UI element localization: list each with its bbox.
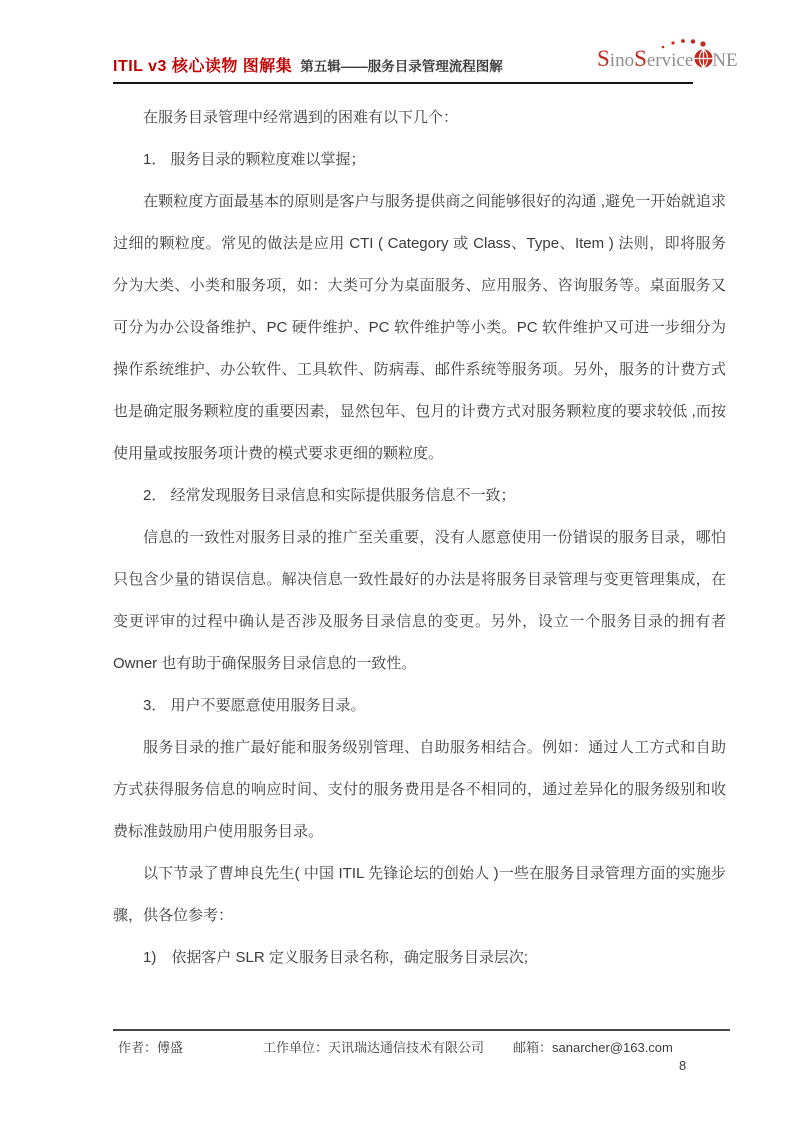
logo-text-ervice: ervice <box>646 50 694 71</box>
body-paragraph-granularity: 在颗粒度方面最基本的原则是客户与服务提供商之间能够很好的沟通 ,避免一开始就追求过细的颗粒度。常见的做法是应用 CTI ( Category 或 Class、Type、Item ) 法则，即将服务分为大类、小类和服务项，如：大类可分为桌面服务、应用服务、咨询服务等。桌面服务又可分为办公设备维护、PC 硬件维护、PC 软件维护等小类。PC 软件维护又可进一步细分为操作系统维护、办公软件、工具软件、防病毒、邮件系统等服务项。另外，服务的计费方式也是确定服务颗粒度的重要因素，显然包年、包月的计费方式对服务颗粒度的要求较低 ,而按使用量或按服务项计费的模式要求更细的颗粒度。 <box>113 193 726 462</box>
footer-author: 作者：傅盛 <box>118 1040 184 1055</box>
series-title: ITIL v3 核心读物 图解集 <box>113 58 293 75</box>
logo-globe-ball-icon <box>694 49 713 68</box>
logo-dots-icon <box>659 38 709 50</box>
logo-letter-s2: S <box>634 46 647 71</box>
body-item-1-heading: 1． 服务目录的颗粒度难以掌握； <box>143 151 366 168</box>
body-paragraph-consistency: 信息的一致性对服务目录的推广至关重要，没有人愿意使用一份错误的服务目录，哪怕只包含少量的错误信息。解决信息一致性最好的办法是将服务目录管理与变更管理集成，在变更评审的过程中确认是否涉及服务目录信息的变更。另外，设立一个服务目录的拥有者 Owner 也有助于确保服务目录信息的一致性。 <box>113 529 726 672</box>
body-item-3-heading: 3． 用户不要愿意使用服务目录。 <box>143 697 366 714</box>
page-number: 8 <box>679 1058 687 1073</box>
body-step-1: 1) 依据客户 SLR 定义服务目录名称，确定服务目录层次; <box>143 949 529 966</box>
document-body <box>113 97 726 979</box>
body-paragraph-intro: 在服务目录管理中经常遇到的困难有以下几个： <box>143 109 459 126</box>
company-logo <box>597 46 738 76</box>
body-item-2-heading: 2． 经常发现服务目录信息和实际提供服务信息不一致； <box>143 487 516 504</box>
body-paragraph-excerpt-intro: 以下节录了曹坤良先生( 中国 ITIL 先锋论坛的创始人 )一些在服务目录管理方面的实施步骤，供各位参考： <box>113 865 726 924</box>
issue-title: 第五辑——服务目录管理流程图解 <box>300 59 503 74</box>
footer-divider-line <box>113 1029 730 1031</box>
header <box>113 53 503 76</box>
body-paragraph-promotion: 服务目录的推广最好能和服务级别管理、自助服务相结合。例如：通过人工方式和自助方式获得服务信息的响应时间、支付的服务费用是各不相同的，通过差异化的服务级别和收费标准鼓励用户使用服务目录。 <box>113 739 726 840</box>
logo-text-ne: NE <box>712 50 738 71</box>
footer-work-unit: 工作单位：天讯瑞达通信技术有限公司 <box>263 1040 485 1055</box>
logo-text-ino: ino <box>609 50 635 71</box>
logo-letter-s1: S <box>597 46 610 71</box>
footer-email: 邮箱：sanarcher@163.com <box>513 1040 673 1055</box>
header-divider-line <box>113 82 693 84</box>
